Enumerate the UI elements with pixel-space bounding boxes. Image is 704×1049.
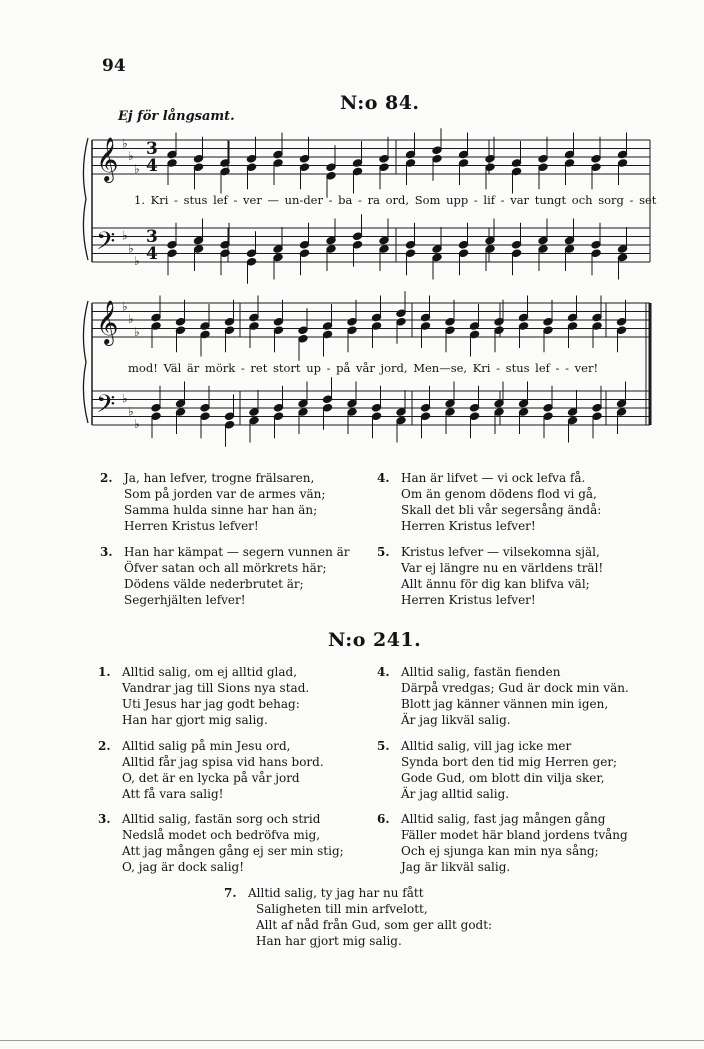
- flat-icon: ♭: [134, 324, 140, 339]
- tempo-marking: Ej för långsamt.: [118, 109, 235, 124]
- page-edge-rule: [0, 1040, 704, 1041]
- hymn-84-stanza-5: 5. Kristus lefver — vilsekomna själ, Var ej längre nu en världens träl! Allt ännu för dig kan blifva väl; Herren Kristus lefver!: [377, 545, 604, 607]
- hymn-241-stanza-4: 4. Alltid salig, fastän fienden Därpå vredgas; Gud är dock min vän. Blott jag känner vännen min igen, Är jag likväl salig.: [377, 665, 629, 727]
- page-number: 94: [102, 56, 126, 76]
- flat-icon: ♭: [122, 228, 128, 243]
- flat-icon: ♭: [122, 299, 128, 314]
- hymn-84-stanza-3: 3. Han har kämpat — segern vunnen är Öfver satan och all mörkrets här; Dödens välde nederbrutet är; Segerhjälten lefver!: [100, 545, 350, 607]
- time-signature: 4: [146, 156, 158, 176]
- hymn-241-stanza-3: 3. Alltid salig, fastän sorg och strid Nedslå modet och bedröfva mig, Att jag mången gång ej ser min stig; O, jag är dock salig!: [98, 812, 344, 874]
- hymn-84-lyrics-line-2: mod! Väl är mörk - ret stort up - på vår jord, Men—se, Kri - stus lef - - ver!: [128, 361, 599, 375]
- time-signature: 3: [146, 227, 158, 247]
- hymn-84-stanza-2: 2. Ja, han lefver, trogne frälsaren, Som på jorden var de armes vän; Samma hulda sinne har han än; Herren Kristus lefver!: [100, 471, 326, 533]
- hymn-241-stanza-6: 6. Alltid salig, fast jag mången gång Fäller modet här bland jordens tvång Och ej sjunga kan min nya sång; Jag är likväl salig.: [377, 812, 628, 874]
- music-score: [0, 0, 704, 450]
- flat-icon: ♭: [122, 391, 128, 406]
- flat-icon: ♭: [128, 404, 134, 419]
- hymn-241-title: N:o 241.: [328, 629, 422, 651]
- hymn-84-title: N:o 84.: [340, 92, 420, 114]
- flat-icon: ♭: [128, 241, 134, 256]
- hymn-241-stanza-2: 2. Alltid salig på min Jesu ord, Alltid får jag spisa vid hans bord. O, det är en lycka på vår jord Att få vara salig!: [98, 739, 324, 801]
- hymn-241-stanza-1: 1. Alltid salig, om ej alltid glad, Vandrar jag till Sions nya stad. Uti Jesus har jag godt behag: Han har gjort mig salig.: [98, 665, 310, 727]
- flat-icon: ♭: [128, 312, 134, 326]
- hymn-241-stanza-7: 7. Alltid salig, ty jag har nu fått Saligheten till min arfvelott, Allt af nåd från Gud, som ger allt godt: Han har gjort mig salig.: [224, 886, 493, 948]
- flat-icon: ♭: [128, 149, 134, 163]
- flat-icon: ♭: [134, 417, 140, 431]
- brace: [83, 138, 88, 260]
- treble-clef-icon: 𝄞: [96, 300, 119, 344]
- flat-icon: ♭: [134, 161, 140, 176]
- hymn-241-stanza-5: 5. Alltid salig, vill jag icke mer Synda bort den tid mig Herren ger; Gode Gud, om blott din vilja sker, Är jag alltid salig.: [377, 739, 618, 801]
- flat-icon: ♭: [122, 136, 128, 151]
- hymn-84-stanza-4: 4. Han är lifvet — vi ock lefva få. Om än genom dödens flod vi gå, Skall det bli vår segersång ändå: Herren Kristus lefver!: [377, 471, 602, 533]
- time-signature: 3: [146, 139, 158, 159]
- hymn-84-lyrics-line-1: 1. Kri - stus lef - ver — un-der - ba - ra ord, Som upp - lif - var tungt och sorg - set: [134, 193, 657, 207]
- brace: [83, 301, 88, 423]
- bass-clef-icon: 𝄢: [96, 227, 116, 262]
- treble-clef-icon: 𝄞: [96, 137, 119, 181]
- time-signature: 4: [146, 244, 158, 264]
- flat-icon: ♭: [134, 254, 140, 268]
- bass-clef-icon: 𝄢: [96, 390, 116, 425]
